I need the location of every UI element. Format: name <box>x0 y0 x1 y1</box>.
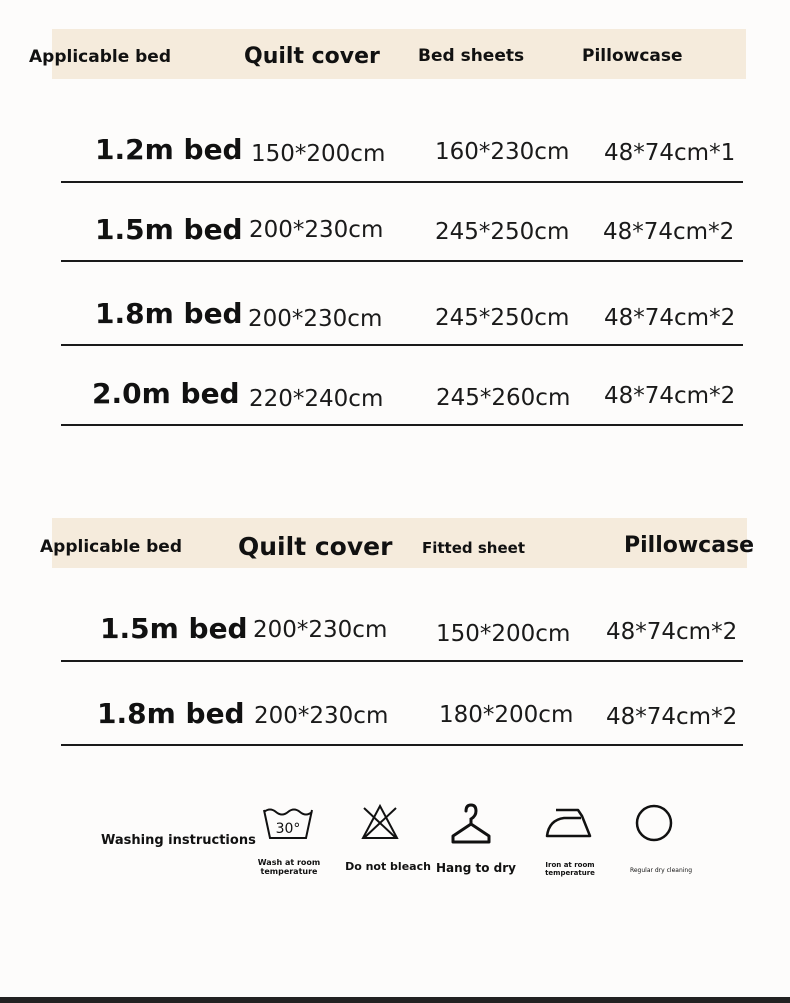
hang-dry-caption: Hang to dry <box>436 861 516 875</box>
table1-row1-sheet: 160*230cm <box>435 139 570 165</box>
no-bleach-icon <box>360 802 400 847</box>
table1-header-bed: Applicable bed <box>29 47 172 67</box>
table1-row2-pillow: 48*74cm*2 <box>603 219 735 245</box>
table1-row2-bed: 1.5m bed <box>95 213 243 246</box>
table1-row4-pillow: 48*74cm*2 <box>604 383 736 409</box>
table1-row2-divider <box>61 260 743 262</box>
table1-header-quilt: Quilt cover <box>244 44 380 69</box>
bottom-edge-bar <box>0 997 790 1003</box>
wash-30-caption: Wash at room temperature <box>257 858 321 876</box>
table2-row1-sheet: 150*200cm <box>436 621 571 647</box>
table1-row4-divider <box>61 424 743 426</box>
table1-row2-sheet: 245*250cm <box>435 219 570 245</box>
table2-header-pillow: Pillowcase <box>624 533 755 558</box>
table2-row2-pillow: 48*74cm*2 <box>606 704 738 730</box>
dry-clean-caption: Regular dry cleaning <box>629 867 693 874</box>
iron-icon <box>544 804 594 845</box>
table1-header-sheet: Bed sheets <box>418 46 525 66</box>
table2-row2-divider <box>61 744 743 746</box>
table2-header-sheet: Fitted sheet <box>422 539 525 557</box>
table1-header-pillow: Pillowcase <box>582 46 683 66</box>
table1-row1-quilt: 150*200cm <box>251 141 386 167</box>
table2-row1-quilt: 200*230cm <box>253 617 388 643</box>
washing-title: Washing instructions <box>101 833 256 848</box>
table2-row2-bed: 1.8m bed <box>97 697 245 730</box>
table1-row2-quilt: 200*230cm <box>249 217 384 243</box>
table1-row3-divider <box>61 344 743 346</box>
table2-row2-quilt: 200*230cm <box>254 703 389 729</box>
table2-header-bed: Applicable bed <box>40 537 183 557</box>
table1-row3-sheet: 245*250cm <box>435 305 570 331</box>
table2-row2-sheet: 180*200cm <box>439 702 574 728</box>
table1-row4-bed: 2.0m bed <box>92 377 240 410</box>
table2-header-quilt: Quilt cover <box>238 532 393 561</box>
table1-row1-divider <box>61 181 743 183</box>
hanger-icon <box>449 802 493 853</box>
table2-row1-divider <box>61 660 743 662</box>
table1-row1-pillow: 48*74cm*1 <box>604 140 736 166</box>
wash-temp-label: 30° <box>275 821 301 837</box>
wash-30-icon <box>261 806 315 847</box>
table1-row3-bed: 1.8m bed <box>95 297 243 330</box>
iron-caption: Iron at room temperature <box>545 861 595 877</box>
table1-row1-bed: 1.2m bed <box>95 133 243 166</box>
dry-clean-icon <box>634 803 674 848</box>
table1-row3-quilt: 200*230cm <box>248 306 383 332</box>
table1-row4-quilt: 220*240cm <box>249 386 384 412</box>
table1-row4-sheet: 245*260cm <box>436 385 571 411</box>
no-bleach-caption: Do not bleach <box>345 860 431 873</box>
table2-row1-pillow: 48*74cm*2 <box>606 619 738 645</box>
table2-row1-bed: 1.5m bed <box>100 612 248 645</box>
table1-row3-pillow: 48*74cm*2 <box>604 305 736 331</box>
